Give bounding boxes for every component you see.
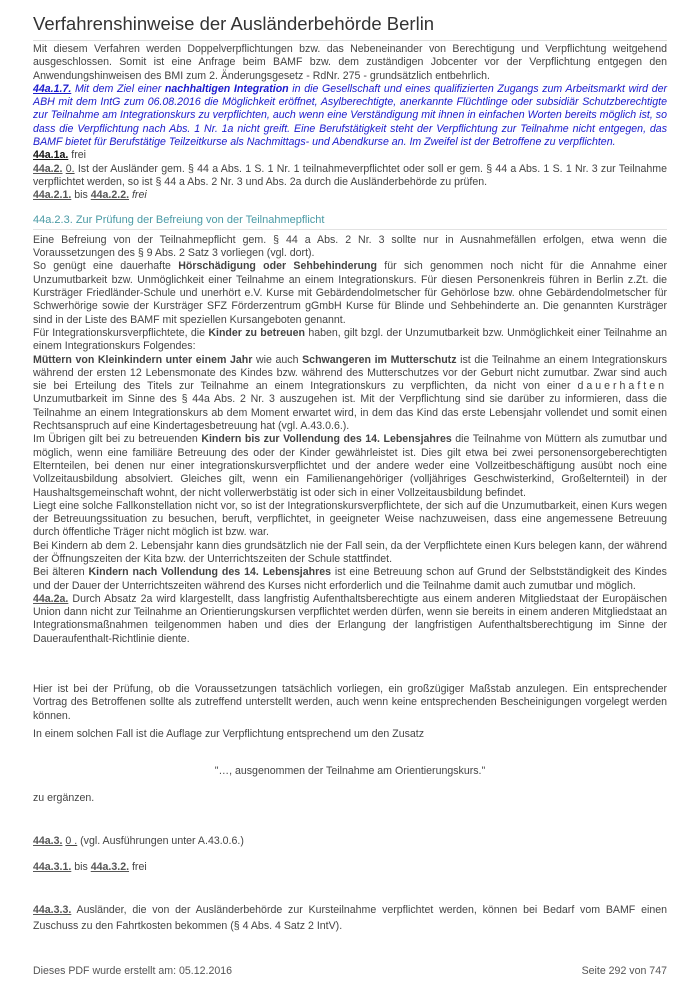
ref-link-44a-2-2[interactable]: 44a.2.2. [90, 189, 130, 202]
ref-link-44a-1-7[interactable]: 44a.1.7. [33, 82, 72, 95]
befreiung-paragraph-3: Für Integrationskursverpflichtete, die Kinder zu betreuen haben, gilt bzgl. der Unzumutbarkeit bzw. Unmöglichkeit einer Teilnahme an einem Integrationskurs Folgendes: [33, 326, 667, 353]
ref-link-44a-3-3[interactable]: 44a.3.3. [33, 904, 72, 917]
befreiung-paragraph-2: So genügt eine dauerhafte Hörschädigung oder Sehbehinderung für sich genommen noch nicht für die Annahme einer Unzumutbarkeit bzw. Unmöglichkeit einer Teilnahme an einem Integrationskurs. Für diesen Personenkreis führen in Berlin z.Zt. die Kursträger Friedländer-Schule und unerhört e.V. Kurse mit Gebärdendolmetscher für Gehörlose bzw. ohne Gebärdendolmetscher für Schwerhörige sowie der Kursträger SFZ Förderzentrum gGmbH Kurse für Blinde und Sehbehinderte an. Die genannten Kursträger sind in der Liste des BAMF mit speziellen Kursangeboten genannt. [33, 260, 667, 326]
section-44a-2a: 44a.2a. Durch Absatz 2a wird klargestellt, dass langfristig Aufenthaltsberechtigte aus einem anderen Mitgliedstaat der Europäischen Union dann nicht zur Teilnahme an Orientierungskursen verpflichtet werden dürfen, wenn sie bereits in einem anderen Mitgliedstaat an Integrationsmaßnahmen teilgenommen haben und dies der Erlangung der langfristigen Aufenthaltsberechtigung im Sinne der Daueraufenthalt-Richtlinie diente. [33, 592, 667, 645]
document-body [33, 43, 667, 934]
befreiung-paragraph-7: Bei Kindern ab dem 2. Lebensjahr kann dies grundsätzlich nie der Fall sein, da der Verpflichtete einen Kurs belegen kann, der während der Öffnungszeiten der Kita bzw. der Unterrichtszeiten der Schule stattfindet. [33, 539, 667, 565]
befreiung-paragraph-5: Im Übrigen gilt bei zu betreuenden Kindern bis zur Vollendung des 14. Lebensjahres die Teilnahme von Müttern als zumutbar und möglich, wenn eine familiäre Betreuung des oder der Kinder gewährleistet ist. Dies gilt etwa bei zwei personensorgeberechtigten Elternteilen, bei denen nur einer integrationskursverpflichtet und der andere weder eine Vollzeitbeschäftigung ausübt noch eine Vollzeitausbildung absolviert. Gleiches gilt, wenn ein Familienangehöriger (volljähriges Geschwisterkind, Großelternteil) in der Haushaltsgemeinschaft wohnt, der nicht vollerwerbstätig ist oder sich in einer Vollzeitausbildung befindet. [33, 433, 667, 499]
footer-created-date: Dieses PDF wurde erstellt am: 05.12.2016 [33, 965, 233, 977]
footer-page-number: Seite 292 von 747 [581, 965, 667, 977]
section-44a-1a: 44a.1a. frei [33, 149, 87, 162]
ref-link-44a-2-1[interactable]: 44a.2.1. [33, 189, 72, 202]
intro-paragraph: Mit diesem Verfahren werden Doppelverpflichtungen bzw. das Nebeneinander von Berechtigung und Verpflichtung weitgehend ausgeschlossen. Somit ist eine Anfrage beim BAMF bzw. dem zuständigen Jobcenter vor der Verpflichtung entgegen den Anwendungshinweisen des BMI zum 2. Änderungsgesetz - RdNr. 275 - grundsätzlich entbehrlich. [33, 43, 667, 82]
ref-link-44a-2[interactable]: 44a.2. [33, 162, 63, 175]
ref-link-44a-2a[interactable]: 44a.2a. [33, 592, 69, 605]
section-44a-3: 44a.3. 0 . (vgl. Ausführungen unter A.43.0.6.) [33, 834, 244, 847]
section-44a-2-1: 44a.2.1. bis 44a.2.2. frei [33, 189, 147, 202]
befreiung-paragraph-1: Eine Befreiung von der Teilnahmepflicht gem. § 44 a Abs. 2 Nr. 3 sollte nur in Ausnahmefällen erfolgen, etwa wenn die Voraussetzungen des § 9 Abs. 2 Satz 3 vorliegen (vgl. dort). [33, 233, 667, 260]
section-44a-1-7: 44a.1.7. Mit dem Ziel einer nachhaltigen Integration in die Gesellschaft und eines qualifizierten Zugangs zum Arbeitsmarkt wird der ABH mit dem IntG zum 06.08.2016 die Möglichkeit eröffnet, Asylberechtigte, anerkannte Flüchtlinge oder subsidiär Schutzberechtigte zur Teilnahme am Integrationskurs zu verpflichten, auch wenn eine Verständigung mit ihnen in einfachen Worten bereits möglich ist, so dass die Verpflichtung nach Abs. 1 Nr. 1a nicht greift. Eine Berufstätigkeit steht der Verpflichtung zur Teilnahme nicht entgegen, das BAMF bietet für Berufstätige Teilzeitkurse als Nachmittags- und Abendkurse an. Im Zweifel ist der Betroffene zu verpflichten. [33, 82, 668, 149]
section-44a-3-1: 44a.3.1. bis 44a.3.2. frei [33, 861, 147, 874]
befreiung-paragraph-6: Liegt eine solche Fallkonstellation nicht vor, so ist der Integrationskursverpflichtete, der sich auf die Unzumutbarkeit, einen Kurs wegen der Betreuungssituation zu besuchen, beruft, verpflichtet, in geeigneter Weise nachzuweisen, dass eine angemessene Betreuung durch öffentliche Träger nicht möglich ist bzw. war. [33, 499, 667, 539]
befreiung-paragraph-4: Müttern von Kleinkindern unter einem Jahr wie auch Schwangeren im Mutterschutz ist die Teilnahme an einem Integrationskurs während der ersten 12 Lebensmonate des Kindes bzw. während des Mutterschutzes vor der Geburt nicht zumutbar. Zwar sind auch sie bei Erteilung des Titels zur Teilnahme an einem Integrationskurs zu verpflichten, da nicht von einer dauerhaften Unzumutbarkeit im Sinne des § 44a Abs. 2 Nr. 3 auszugehen ist. Mit der Verpflichtung sind sie darüber zu informieren, dass die Teilnahme an einem Integrationskurs ab dem Moment erwartet wird, in dem das Kind das erste Lebensjahr vollendet und somit einen Rechtsanspruch auf eine Kindertagesbetreuung hat (vgl. A.43.0.6.). [33, 353, 668, 433]
ref-link-44a-2-0[interactable]: 0. [65, 162, 75, 175]
ref-link-44a-3[interactable]: 44a.3. [33, 834, 63, 847]
pruefung-paragraph-3: zu ergänzen. [33, 791, 95, 804]
section-44a-3-3: 44a.3.3. Ausländer, die von der Ausländerbehörde zur Kursteilnahme verpflichtet werden, können bei Bedarf vom BAMF einen Zuschuss zu den Fahrtkosten bekommen (§ 4 Abs. 4 Satz 2 IntV). [33, 904, 667, 933]
ref-link-44a-3-0[interactable]: 0 . [65, 834, 78, 847]
section-44a-2: 44a.2. 0. Ist der Ausländer gem. § 44 a Abs. 1 S. 1 Nr. 1 teilnahmeverpflichtet oder soll er gem. § 44 a Abs. 1 S. 1 Nr. 3 zur Teilnahme verpflichtet werden, so ist § 44 a Abs. 2 Nr. 3 und Abs. 2a durch die Ausländerbehörde zu prüfen. [33, 162, 667, 188]
pruefung-quote: "…, ausgenommen der Teilnahme am Orientierungskurs." [214, 765, 486, 778]
pruefung-paragraph-2: In einem solchen Fall ist die Auflage zur Verpflichtung entsprechend um den Zusatz [33, 727, 425, 740]
befreiung-paragraph-8: Bei älteren Kindern nach Vollendung des 14. Lebensjahres ist eine Betreuung schon auf Grund der Selbstständigkeit des Kindes und der Dauer der Unterrichtszeiten während des Kurses nicht erforderlich und die Teilnahme damit auch zumutbar und möglich. [33, 566, 667, 592]
pruefung-paragraph-1: Hier ist bei der Prüfung, ob die Voraussetzungen tatsächlich vorliegen, ein großzügiger Maßstab anzulegen. Ein entsprechender Vortrag des Betroffenen sollte als zutreffend unterstellt werden, auch wenn keine entsprechenden Bescheinigungen vorgelegt werden können. [33, 683, 667, 722]
page-title: Verfahrenshinweise der Ausländerbehörde Berlin [33, 12, 667, 41]
ref-link-44a-1a[interactable]: 44a.1a. [33, 149, 69, 162]
ref-link-44a-3-1[interactable]: 44a.3.1. [33, 861, 72, 874]
section-heading-44a-2-3: 44a.2.3. Zur Prüfung der Befreiung von der Teilnahmepflicht [33, 214, 667, 230]
ref-link-44a-3-2[interactable]: 44a.3.2. [90, 861, 130, 874]
